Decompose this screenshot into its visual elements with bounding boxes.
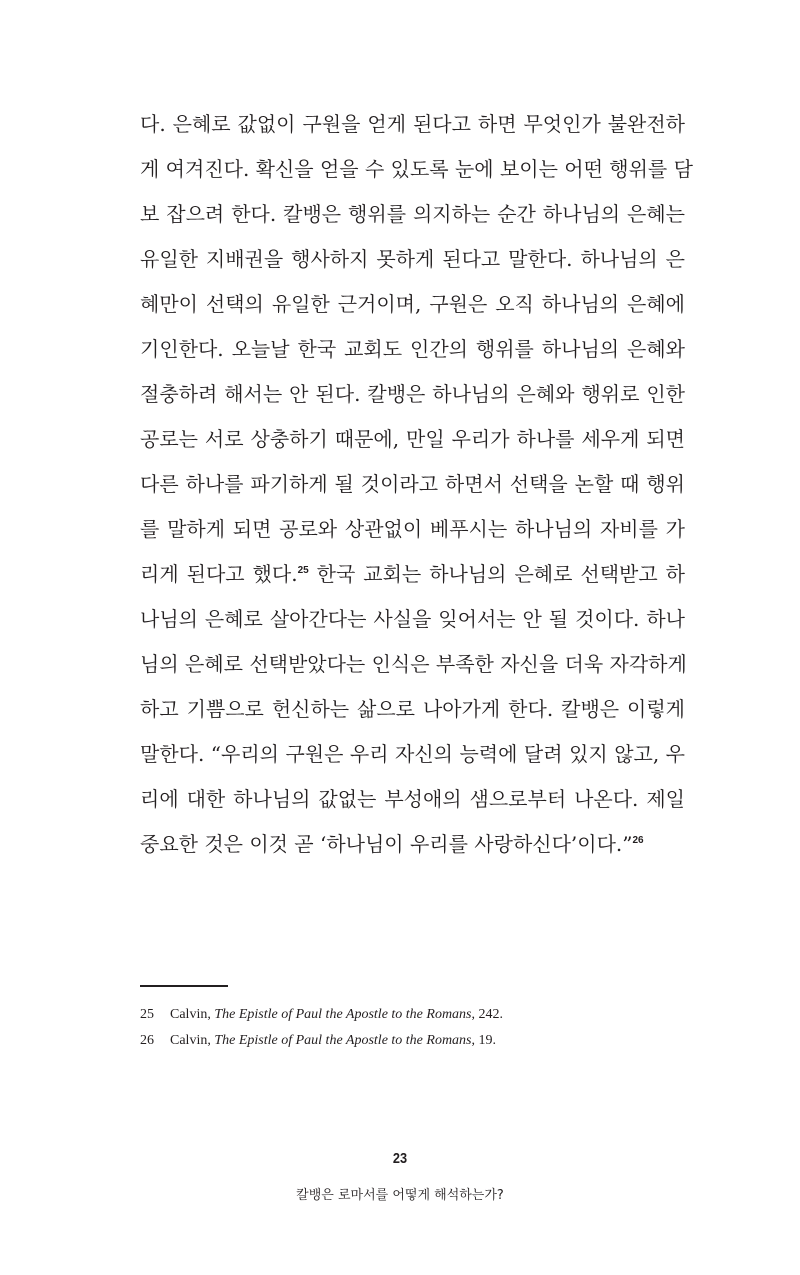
text-line: 공로는 서로 상충하기 때문에, 만일 우리가 하나를 세우게 되면 [140, 427, 685, 451]
text-line [140, 822, 685, 867]
footnote-ref-25[interactable]: 25 [297, 565, 309, 576]
footnote-25 [140, 1002, 685, 1028]
text-line: 게 여겨진다. 확신을 얻을 수 있도록 눈에 보이는 어떤 행위를 담 [140, 157, 693, 181]
footnote-author: Calvin, [170, 1033, 215, 1048]
footnote-ref-26[interactable]: 26 [632, 835, 644, 846]
text-segment: 한국 교회는 하나님의 은혜로 선택받고 하 [308, 562, 685, 586]
running-footer: 칼뱅은 로마서를 어떻게 해석하는가? [296, 1188, 504, 1203]
text-line: 기인한다. 오늘날 한국 교회도 인간의 행위를 하나님의 은혜와 [140, 337, 685, 361]
text-line: 보 잡으려 한다. 칼뱅은 행위를 의지하는 순간 하나님의 은혜는 [140, 202, 685, 226]
footnote-author: Calvin, [170, 1007, 215, 1022]
text-line: 님의 은혜로 선택받았다는 인식은 부족한 자신을 더욱 자각하게 [140, 652, 687, 676]
text-segment: 리게 된다고 했다. [140, 562, 298, 586]
text-segment: 중요한 것은 이것 곧 ‘하나님이 우리를 사랑하신다’이다.” [140, 832, 633, 856]
text-line [140, 552, 685, 597]
text-line: 리에 대한 하나님의 값없는 부성애의 샘으로부터 나온다. 제일 [140, 787, 685, 811]
footnote-number: 26 [140, 1033, 154, 1048]
body-text [140, 102, 693, 867]
page-number: 23 [392, 1150, 408, 1167]
text-line: 절충하려 해서는 안 된다. 칼뱅은 하나님의 은혜와 행위로 인한 [140, 382, 685, 406]
footnote-page: , 242. [471, 1007, 504, 1022]
footnotes [140, 1002, 685, 1054]
text-line: 혜만이 선택의 유일한 근거이며, 구원은 오직 하나님의 은혜에 [140, 292, 685, 316]
text-line: 말한다. “우리의 구원은 우리 자신의 능력에 달려 있지 않고, 우 [140, 742, 685, 766]
text-line: 를 말하게 되면 공로와 상관없이 베푸시는 하나님의 자비를 가 [140, 517, 685, 541]
footnote-26 [140, 1028, 685, 1054]
footnote-title: The Epistle of Paul the Apostle to the Romans [214, 1033, 472, 1048]
text-line: 유일한 지배권을 행사하지 못하게 된다고 말한다. 하나님의 은 [140, 247, 685, 271]
text-line: 나님의 은혜로 살아간다는 사실을 잊어서는 안 될 것이다. 하나 [140, 607, 685, 631]
footnote-page: , 19. [471, 1033, 497, 1048]
footnote-title: The Epistle of Paul the Apostle to the Romans [214, 1007, 472, 1022]
footnote-number: 25 [140, 1007, 154, 1022]
text-line: 다. 은혜로 값없이 구원을 얻게 된다고 하면 무엇인가 불완전하 [140, 112, 685, 136]
text-line: 하고 기쁨으로 헌신하는 삶으로 나아가게 한다. 칼뱅은 이렇게 [140, 697, 685, 721]
text-line: 다른 하나를 파기하게 될 것이라고 하면서 선택을 논할 때 행위 [140, 472, 685, 496]
footnote-divider [140, 985, 228, 987]
